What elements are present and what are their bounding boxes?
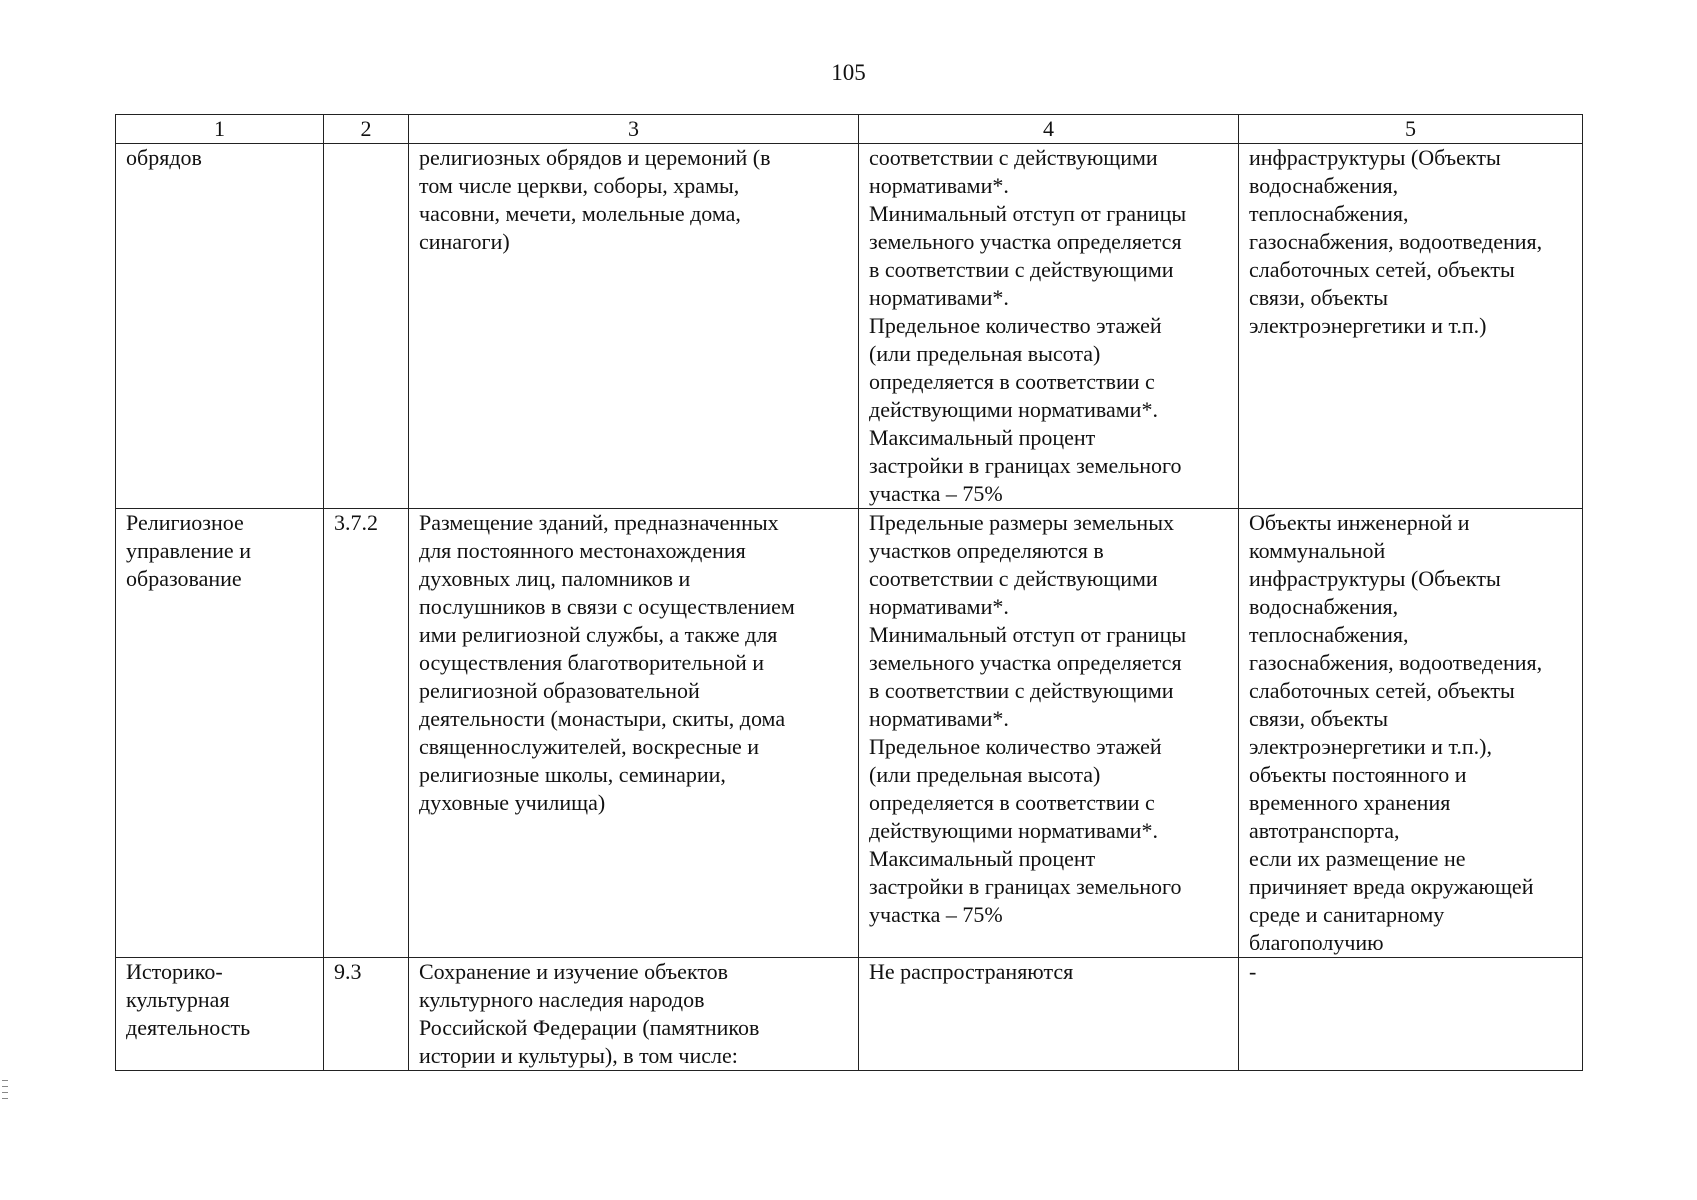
code-cell [324, 144, 409, 509]
cell-text: инфраструктуры (Объекты водоснабжения, теплоснабжения, газоснабжения, водоотведения, слаботочных сетей, объекты связи, объекты электроэнергетики и т.п.) [1249, 145, 1543, 338]
column-header: 3 [409, 115, 859, 144]
cell-text: Сохранение и изучение объектов культурного наследия народов Российской Федерации (памятников истории и культуры), в том числе: [419, 959, 760, 1068]
column-header: 4 [859, 115, 1239, 144]
table-row [116, 958, 1583, 1071]
code-cell [324, 509, 409, 958]
auxiliary-uses-cell [1239, 144, 1583, 509]
use-type-cell [116, 958, 324, 1071]
description-cell [409, 509, 859, 958]
cell-text: - [1249, 959, 1257, 984]
cell-text: Не распространяются [869, 959, 1074, 984]
use-type-cell [116, 509, 324, 958]
table-header-row [116, 115, 1583, 144]
cell-text: 9.3 [334, 959, 362, 984]
parameters-cell [859, 958, 1239, 1071]
cell-text: Религиозное управление и образование [126, 510, 251, 591]
scan-artifact-mark [2, 1092, 8, 1093]
use-type-cell [116, 144, 324, 509]
parameters-cell [859, 144, 1239, 509]
table-row [116, 144, 1583, 509]
description-cell [409, 144, 859, 509]
scan-artifact-mark [2, 1086, 8, 1087]
code-cell [324, 958, 409, 1071]
cell-text: Размещение зданий, предназначенных для постоянного местонахождения духовных лиц, паломников и послушников в связи с осуществлением ими религиозной службы, а также для осуществления благотворительной и религиозной образовательной деятельности (монастыри, скиты, дома священнослужителей, воскресные и религиозные школы, семинарии, духовные училища) [419, 510, 795, 815]
page-number: 105 [831, 60, 866, 85]
zoning-regulations-table [115, 114, 1583, 1071]
scan-artifact-mark [2, 1098, 8, 1099]
cell-text: соответствии с действующими нормативами*. Минимальный отступ от границы земельного участка определяется в соответствии с действующими нормативами*. Предельное количество этажей (или предельная высота) определяется в соответствии с действующими нормативами*. Максимальный процент застройки в границах земельного участка – 75% [869, 145, 1187, 506]
column-header: 5 [1239, 115, 1583, 144]
cell-text: обрядов [126, 145, 202, 170]
cell-text: Предельные размеры земельных участков определяются в соответствии с действующими нормативами*. Минимальный отступ от границы земельного участка определяется в соответствии с действующими нормативами*. Предельное количество этажей (или предельная высота) определяется в соответствии с действующими нормативами*. Максимальный процент застройки в границах земельного участка – 75% [869, 510, 1187, 927]
cell-text: Объекты инженерной и коммунальной инфраструктуры (Объекты водоснабжения, теплоснабжения, газоснабжения, водоотведения, слаботочных сетей, объекты связи, объекты электроэнергетики и т.п.), объекты постоянного и временного хранения автотранспорта, если их размещение не причиняет вреда окружающей среде и санитарному благополучию [1249, 510, 1543, 955]
auxiliary-uses-cell [1239, 958, 1583, 1071]
cell-text: Историко- культурная деятельность [126, 959, 251, 1040]
description-cell [409, 958, 859, 1071]
table-row [116, 509, 1583, 958]
column-header: 2 [324, 115, 409, 144]
cell-text: религиозных обрядов и церемоний (в том числе церкви, соборы, храмы, часовни, мечети, молельные дома, синагоги) [419, 145, 771, 254]
auxiliary-uses-cell [1239, 509, 1583, 958]
column-header: 1 [116, 115, 324, 144]
parameters-cell [859, 509, 1239, 958]
scan-artifact-mark [2, 1080, 8, 1081]
cell-text: 3.7.2 [334, 510, 378, 535]
